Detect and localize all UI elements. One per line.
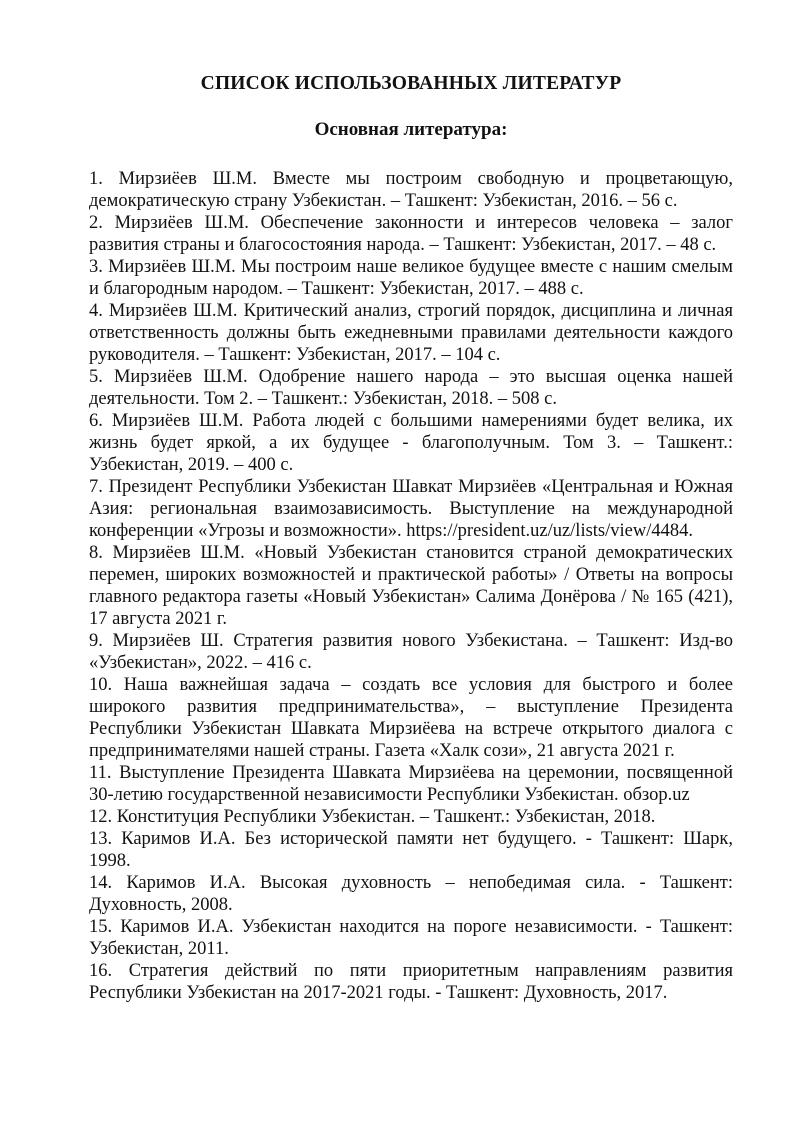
reference-item: 12. Конституция Республики Узбекистан. – Ташкент.: Узбекистан, 2018. bbox=[89, 807, 656, 827]
reference-item: 10. Наша важнейшая задача – создать все условия для быстрого и более широкого развития предпринимательства», – выступление Президента Республики Узбекистан Шавката Мирзиёева на встрече открытого диалога с предпринимателями нашей страны. Газета «Халк сози», 21 августа 2021 г. bbox=[89, 675, 733, 761]
reference-item: 3. Мирзиёев Ш.М. Мы построим наше великое будущее вместе с нашим смелым и благородным народом. – Ташкент: Узбекистан, 2017. – 488 с. bbox=[89, 257, 733, 299]
reference-item: 16. Стратегия действий по пяти приоритетным направлениям развития Республики Узбекистан на 2017-2021 годы. - Ташкент: Духовность, 2017. bbox=[89, 961, 733, 1003]
reference-item: 2. Мирзиёев Ш.М. Обеспечение законности и интересов человека – залог развития страны и благосостояния народа. – Ташкент: Узбекистан, 2017. – 48 с. bbox=[89, 213, 733, 255]
reference-item: 5. Мирзиёев Ш.М. Одобрение нашего народа – это высшая оценка нашей деятельности. Том 2. – Ташкент.: Узбекистан, 2018. – 508 с. bbox=[89, 367, 733, 409]
reference-item: 9. Мирзиёев Ш. Стратегия развития нового Узбекистана. – Ташкент: Изд-во «Узбекистан», 2022. – 416 с. bbox=[89, 631, 733, 673]
reference-item: 8. Мирзиёев Ш.М. «Новый Узбекистан становится страной демократических перемен, широких возможностей и практической работы» / Ответы на вопросы главного редактора газеты «Новый Узбекистан» Салима Донёрова / № 165 (421), 17 августа 2021 г. bbox=[89, 543, 733, 629]
reference-item: 6. Мирзиёев Ш.М. Работа людей с большими намерениями будет велика, их жизнь будет яркой, а их будущее - благополучным. Том 3. – Ташкент.: Узбекистан, 2019. – 400 с. bbox=[89, 411, 733, 475]
reference-list bbox=[89, 168, 733, 1004]
reference-item: 11. Выступление Президента Шавката Мирзиёева на церемонии, посвященной 30-летию государственной независимости Республики Узбекистан. обзор.uz bbox=[89, 763, 733, 805]
page-title: СПИСОК ИСПОЛЬЗОВАННЫХ ЛИТЕРАТУР bbox=[200, 73, 622, 94]
reference-item: 7. Президент Республики Узбекистан Шавкат Мирзиёев «Центральная и Южная Азия: региональная взаимозависимость. Выступление на международной конференции «Угрозы и возможности». https://president.uz/uz/lists/view/4484. bbox=[89, 477, 733, 541]
reference-item: 15. Каримов И.А. Узбекистан находится на пороге независимости. - Ташкент: Узбекистан, 2011. bbox=[89, 917, 733, 959]
reference-item: 13. Каримов И.А. Без исторической памяти нет будущего. - Ташкент: Шарк, 1998. bbox=[89, 829, 733, 871]
reference-item: 4. Мирзиёев Ш.М. Критический анализ, строгий порядок, дисциплина и личная ответственность должны быть ежедневными правилами деятельности каждого руководителя. – Ташкент: Узбекистан, 2017. – 104 с. bbox=[89, 301, 733, 365]
reference-item: 14. Каримов И.А. Высокая духовность – непобедимая сила. - Ташкент: Духовность, 2008. bbox=[89, 873, 733, 915]
section-heading: Основная литература: bbox=[314, 119, 508, 140]
reference-item: 1. Мирзиёев Ш.М. Вместе мы построим свободную и процветающую, демократическую страну Узбекистан. – Ташкент: Узбекистан, 2016. – 56 с. bbox=[89, 169, 733, 211]
